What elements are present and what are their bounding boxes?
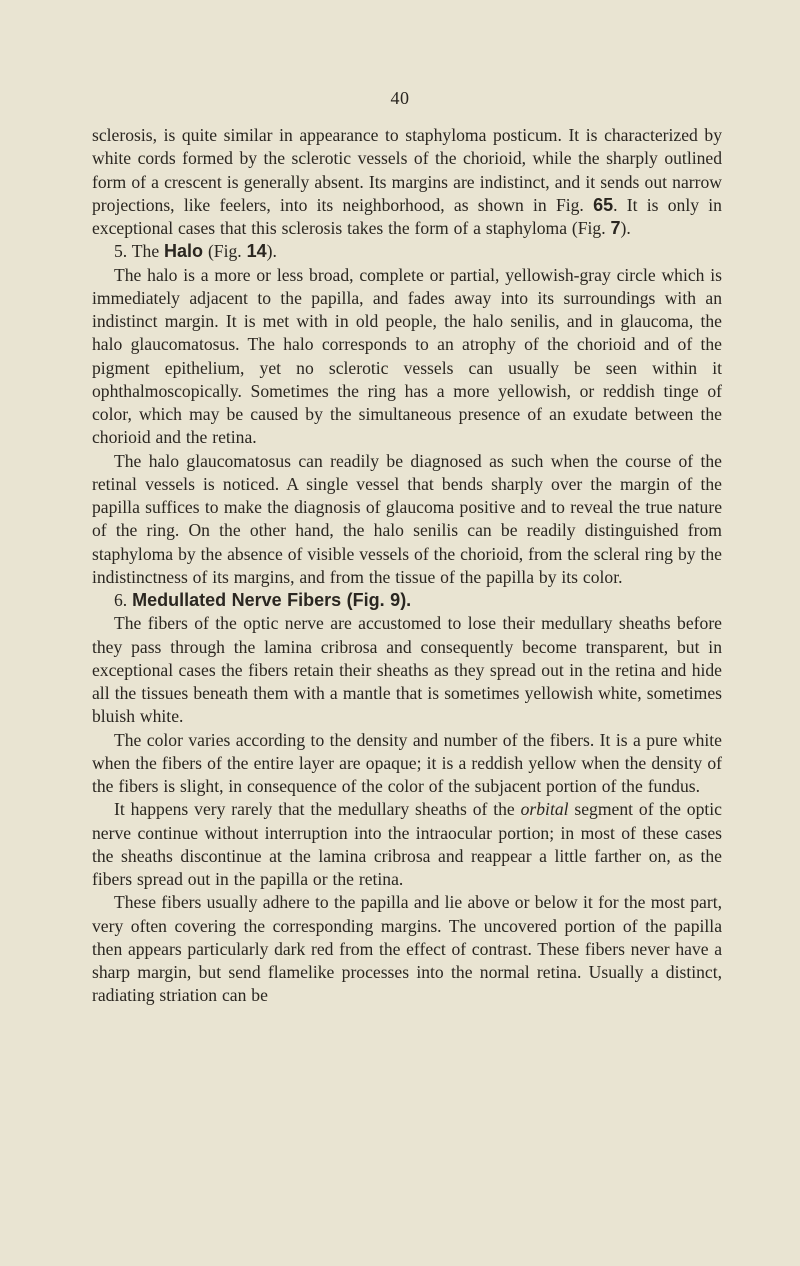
- paragraph-sclerosis: [92, 124, 722, 240]
- italic-term: orbital: [520, 799, 569, 820]
- paragraph-fiber-adherence: These fibers usually adhere to the papilla and lie above or below it for the most part, very often covering the corresponding margins. The uncovered portion of the papilla then appears particularly dark red from the effect of contrast. These fibers never have a sharp margin, but send flamelike processes into the normal retina. Usually a distinct, radiating striation can be: [92, 892, 722, 1006]
- section-number: 5. The: [114, 241, 165, 262]
- paragraph-fiber-color: The color varies according to the density and number of the fibers. It is a pure white when the fibers of the entire layer are opaque; it is a reddish yellow when the density of the fibers is slight, in consequence of the color of the subjacent portion of the fundus.: [92, 729, 722, 796]
- section-title: Halo: [164, 241, 204, 262]
- figure-reference: 7: [610, 218, 621, 238]
- paragraph-text: segment of the optic nerve continue without interruption into the intraocular portion; in most of these cases the sheaths discontinue at the lamina cribrosa and reappear a little farther on, as the fibers spread out in the papilla or the retina.: [92, 799, 722, 889]
- figure-label: ).: [266, 241, 277, 262]
- body-text: [92, 124, 722, 1008]
- paragraph-halo-diagnosis: The halo glaucomatosus can readily be diagnosed as such when the course of the retinal vessels is noticed. A single vessel that bends sharply over the margin of the papilla suffices to make the diagnosis of glaucoma positive and to reveal the true nature of the ring. On the other hand, the halo senilis can be readily distinguished from staphyloma by the absence of visible vessels of the chorioid, from the scleral ring by the indistinctness of its margins, and from the tissue of the papilla by its color.: [92, 450, 722, 587]
- page-number: 40: [390, 88, 410, 108]
- figure-reference: 14: [246, 241, 267, 262]
- section-title: Medullated Nerve Fibers: [132, 590, 342, 610]
- figure-label: ).: [400, 590, 412, 610]
- figure-label: (Fig.: [203, 241, 247, 262]
- paragraph-fiber-sheaths: The fibers of the optic nerve are accustomed to lose their medullary sheaths before they pass through the lamina cribrosa and consequently become transparent, but in exceptional cases the fibers retain their sheaths as they spread out in the retina and hide all the tissues beneath them with a mantle that is sometimes yellowish white, sometimes bluish white.: [92, 613, 722, 727]
- paragraph-orbital-segment: [92, 798, 722, 891]
- section-heading-halo: [92, 240, 722, 263]
- section-number: 6.: [114, 590, 133, 610]
- section-heading-medullated-fibers: [92, 589, 722, 612]
- paragraph-text: sclerosis, is quite similar in appearance to staphyloma posticum. It is characterized by white cords formed by the sclerotic vessels of the chorioid, while the sharply outlined form of a crescent is generally absent. Its margins are indistinct, and it sends out narrow projections, like feelers, into its neighborhood, as shown in Fig.: [92, 125, 722, 215]
- figure-label: (Fig.: [341, 590, 391, 610]
- figure-reference: 65: [593, 194, 614, 215]
- paragraph-halo-definition: The halo is a more or less broad, complete or partial, yellowish-gray circle which is immediately adjacent to the papilla, and fades away into its surroundings with an indistinct margin. It is met with in old people, the halo senilis, and in glaucoma, the halo glaucomatosus. The halo corresponds to an atrophy of the chorioid and of the pigment epithelium, yet no sclerotic vessels can usually be seen within it ophthalmoscopically. Sometimes the ring has a more yellowish, or reddish tinge of color, which may be caused by the simultaneous presence of an exudate between the chorioid and the retina.: [92, 264, 722, 448]
- paragraph-text: . It is only in exceptional cases that this sclerosis takes the form of a staphyloma (Fig.: [92, 194, 722, 238]
- paragraph-text: It happens very rarely that the medullary sheaths of the: [114, 799, 521, 820]
- paragraph-text: ).: [620, 218, 631, 238]
- figure-reference: 9: [390, 590, 401, 610]
